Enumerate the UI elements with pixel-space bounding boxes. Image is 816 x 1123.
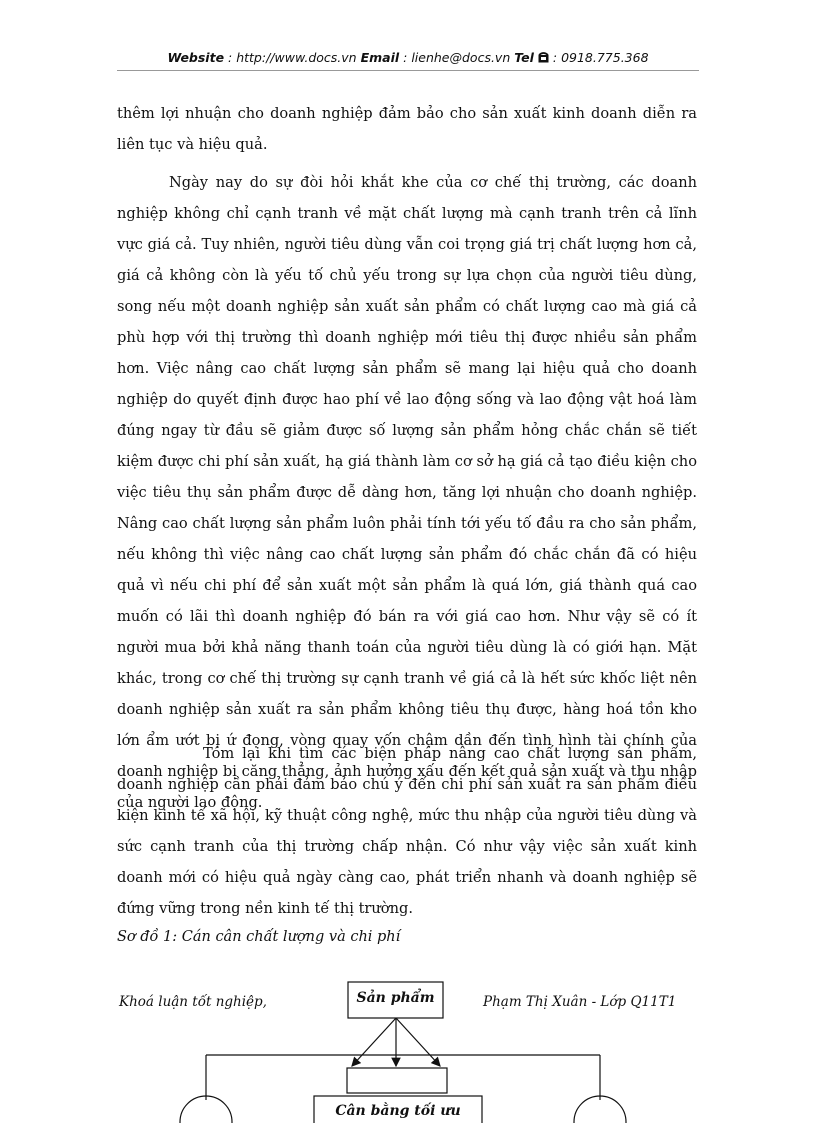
tel-value: : 0918.775.368 (548, 50, 649, 65)
paragraph-1-text: thêm lợi nhuận cho doanh nghiệp đảm bảo cho sản xuất kinh doanh diễn ra liên tục và hiệu quả. (117, 105, 697, 153)
arrow-left (352, 1018, 396, 1066)
product-box-label: Sản phẩm (356, 990, 435, 1006)
left-scale-pan (180, 1096, 232, 1123)
paragraph-2-text: Ngày nay do sự đòi hỏi khắt khe của cơ chế thị trường, các doanh nghiệp không chỉ cạnh tranh về mặt chất lượng mà cạnh tranh trên cả lĩnh vực giá cả. Tuy nhiên, người tiêu dùng vẫn coi trọng giá trị chất lượng hơn cả, giá cả không còn là yếu tố chủ yếu trong sự lựa chọn của người tiêu dùng, song nếu một doanh nghiệp sản xuất sản phẩm có chất lượng cao mà giá cả phù hợp với thị trường thì doanh nghiệp mới tiêu thị được nhiều sản phẩm hơn. Việc nâng cao chất lượng sản phẩm sẽ mang lại hiệu quả cho doanh nghiệp do quyết định được hao phí về lao động sống và lao động vật hoá làm đúng ngay từ đầu sẽ giảm được số lượng sản phẩm hỏng chắc chắn sẽ tiết kiệm được chi phí sản xuất, hạ giá thành làm cơ sở hạ giá cả tạo điều kiện cho việc tiêu thụ sản phẩm được dễ dàng hơn, tăng lợi nhuận cho doanh nghiệp. Nâng cao chất lượng sản phẩm luôn phải tính tới yếu tố đầu ra cho sản phẩm, nếu không thì việc nâng cao chất lượng sản phẩm đó chắc chắn đã có hiệu quả vì nếu chi phí để sản xuất một sản phẩm là quá lớn, giá thành quá cao muốn có lãi thì doanh nghiệp đó bán ra với giá cao hơn. Như vậy sẽ có ít người mua bởi khả năng thanh toán của người tiêu dùng là có giới hạn. Mặt khác, trong cơ chế thị trường sự cạnh tranh về giá cả là hết sức khốc liệt nên doanh nghiệp sản xuất ra sản phẩm không tiêu thụ được, hàng hoá tồn kho lớn ẩm ướt bị ứ đọng, vòng quay vốn chậm dần đến tình hình tài chính của doanh nghiệp bị căng thẳng, ảnh hưởng xấu đến kết quả sản xuất và thu nhập của người lao động. (117, 174, 697, 811)
balance-beam (347, 1068, 447, 1093)
email-label: Email (360, 50, 400, 65)
optimal-balance-label: Cân bằng tối ưu (335, 1103, 461, 1119)
paragraph-3-text: Tóm lại khi tìm các biện pháp nâng cao chất lượng sản phẩm, doanh nghiệp cần phải đảm bảo chú ý đến chi phí sản xuất ra sản phẩm điều kiện kinh tế xã hội, kỹ thuật công nghệ, mức thu nhập của người tiêu dùng và sức cạnh tranh của thị trường chấp nhận. Có như vậy việc sản xuất kinh doanh mới có hiệu quả ngày càng cao, phát triển nhanh và doanh nghiệp sẽ đứng vững trong nền kinh tế thị trường. (117, 745, 697, 917)
website-label: Website (167, 50, 225, 65)
arrow-right (396, 1018, 440, 1066)
footer-thesis-label: Khoá luận tốt nghiệp, (119, 994, 267, 1010)
email-value: : lienhe@docs.vn (399, 50, 515, 65)
footer-author-label: Phạm Thị Xuân - Lớp Q11T1 (483, 994, 677, 1010)
website-value: : http://www.docs.vn (224, 50, 361, 65)
right-scale-pan (574, 1096, 626, 1123)
tel-label: Tel (514, 50, 534, 65)
diagram-caption: Sơ đồ 1: Cán cân chất lượng và chi phí (117, 929, 401, 945)
